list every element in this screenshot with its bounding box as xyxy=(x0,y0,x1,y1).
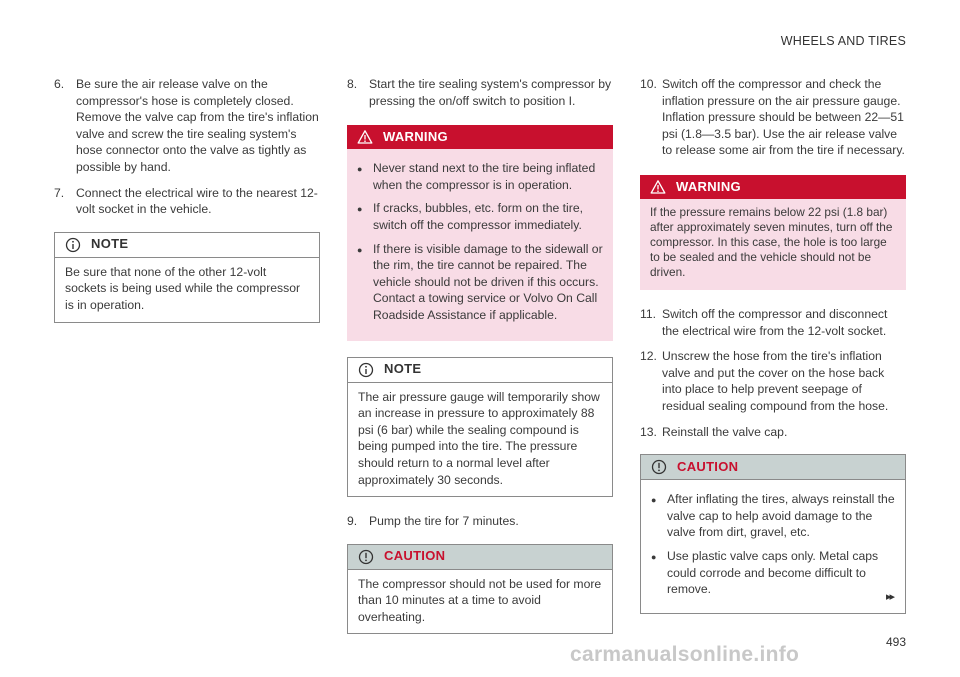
note-box xyxy=(54,232,320,323)
step-text: Unscrew the hose from the tire's inflation valve and put the cover on the hose back into place to help prevent seepage of residual sealing compound from the hose. xyxy=(662,349,889,413)
warning-bullet xyxy=(357,160,603,193)
step-text: Start the tire sealing system's compressor by pressing the on/off switch to position I. xyxy=(369,77,612,108)
step-number: 12. xyxy=(640,349,657,364)
warning-bullet xyxy=(357,241,603,324)
section-title: WHEELS AND TIRES xyxy=(780,34,906,48)
bullet-text: After inflating the tires, always reinstall the valve cap to help avoid damage to the valve from dirt, gravel, etc. xyxy=(667,492,895,540)
bullet-dot: ● xyxy=(357,204,363,215)
note-title: NOTE xyxy=(384,361,422,377)
caution-bullet xyxy=(651,491,895,541)
bullet-dot: ● xyxy=(651,551,657,562)
bullet-dot: ● xyxy=(651,495,657,506)
caution-header xyxy=(641,455,905,480)
step-text: Switch off the compressor and check the inflation pressure on the air pressure gauge. Inflation pressure should be between 22—51 psi (1.8—3.5 bar). Use the air release valve to release some air from the tire if necessary. xyxy=(662,77,905,158)
caution-box xyxy=(347,544,613,635)
step-8 xyxy=(347,76,613,109)
warning-triangle-icon xyxy=(650,179,666,195)
step-number: 7. xyxy=(54,185,65,200)
step-6 xyxy=(54,76,320,176)
warning-title: WARNING xyxy=(383,128,448,144)
step-text: Switch off the compressor and disconnect the electrical wire from the 12-volt socket. xyxy=(662,306,888,338)
note-header xyxy=(348,358,612,383)
bullet-text: If there is visible damage to the sidewall or the rim, the tire cannot be repaired. The vehicle should not be driven if this occurs. Contact a towing service or Volvo On Call Roadside Assistance if applicable. xyxy=(373,241,603,322)
bullet-dot: ● xyxy=(357,244,363,255)
note-title: NOTE xyxy=(91,236,129,252)
step-text: Connect the electrical wire to the nearest 12-volt socket in the vehicle. xyxy=(76,185,318,217)
step-text: Pump the tire for 7 minutes. xyxy=(369,514,519,529)
step-12 xyxy=(640,348,906,414)
caution-text: The compressor should not be used for more than 10 minutes at a time to avoid overheating. xyxy=(358,576,602,624)
caution-title: CAUTION xyxy=(677,458,739,474)
note-header xyxy=(55,233,319,258)
caution-bullet xyxy=(651,548,895,598)
step-7 xyxy=(54,185,320,218)
warning-header xyxy=(640,175,906,199)
info-circle-icon xyxy=(358,362,374,378)
column-2 xyxy=(347,76,613,650)
next-page-arrows: ▸▸ xyxy=(886,591,894,603)
page-number: 493 xyxy=(886,635,907,649)
caution-header xyxy=(348,545,612,570)
warning-title: WARNING xyxy=(676,178,741,194)
step-number: 10. xyxy=(640,77,657,91)
warning-bullet xyxy=(357,200,603,233)
warning-header xyxy=(347,125,613,149)
watermark: carmanualsonline.info xyxy=(570,643,800,666)
caution-box xyxy=(640,454,906,614)
bullet-text: If cracks, bubbles, etc. form on the tire, switch off the compressor immediately. xyxy=(373,201,583,232)
exclamation-circle-icon xyxy=(358,549,374,565)
bullet-dot: ● xyxy=(357,164,363,175)
step-number: 13. xyxy=(640,424,657,439)
caution-body xyxy=(641,480,905,613)
step-10 xyxy=(640,76,906,159)
step-number: 6. xyxy=(54,77,65,91)
warning-box xyxy=(347,125,613,340)
step-text: Reinstall the valve cap. xyxy=(662,424,788,439)
note-text: The air pressure gauge will temporarily show an increase in pressure to approximately 88 psi (6 bar) while the sealing compound is being pumped into the tire. The pressure should return to a normal level after approximately 30 seconds. xyxy=(358,389,600,487)
info-circle-icon xyxy=(65,237,81,253)
caution-title: CAUTION xyxy=(384,548,446,564)
bullet-text: Never stand next to the tire being inflated when the compressor is in operation. xyxy=(373,161,596,192)
step-9 xyxy=(347,513,613,530)
warning-triangle-icon xyxy=(357,129,373,145)
step-number: 11. xyxy=(640,306,657,321)
step-text: Be sure the air release valve on the compressor's hose is completely closed. Remove the valve cap from the tire's inflation valve and screw the tire sealing system's hose connector onto the valve as tightly as possible by hand. xyxy=(76,77,319,174)
step-11 xyxy=(640,306,906,339)
step-number: 9. xyxy=(347,514,358,529)
note-text: Be sure that none of the other 12-volt sockets is being used while the compressor is in operation. xyxy=(65,264,301,312)
column-1 xyxy=(54,76,320,339)
step-number: 8. xyxy=(347,77,358,91)
column-3 xyxy=(640,76,906,630)
warning-body xyxy=(347,149,613,340)
warning-text: If the pressure remains below 22 psi (1.8 bar) after approximately seven minutes, turn off the compressor. In this case, the hole is too large to be sealed and the vehicle should not be driven. xyxy=(650,204,893,279)
warning-box xyxy=(640,175,906,290)
exclamation-circle-icon xyxy=(651,459,667,475)
bullet-text: Use plastic valve caps only. Metal caps could corrode and become difficult to remove. xyxy=(667,548,879,597)
note-box xyxy=(347,357,613,498)
step-13 xyxy=(640,424,906,441)
